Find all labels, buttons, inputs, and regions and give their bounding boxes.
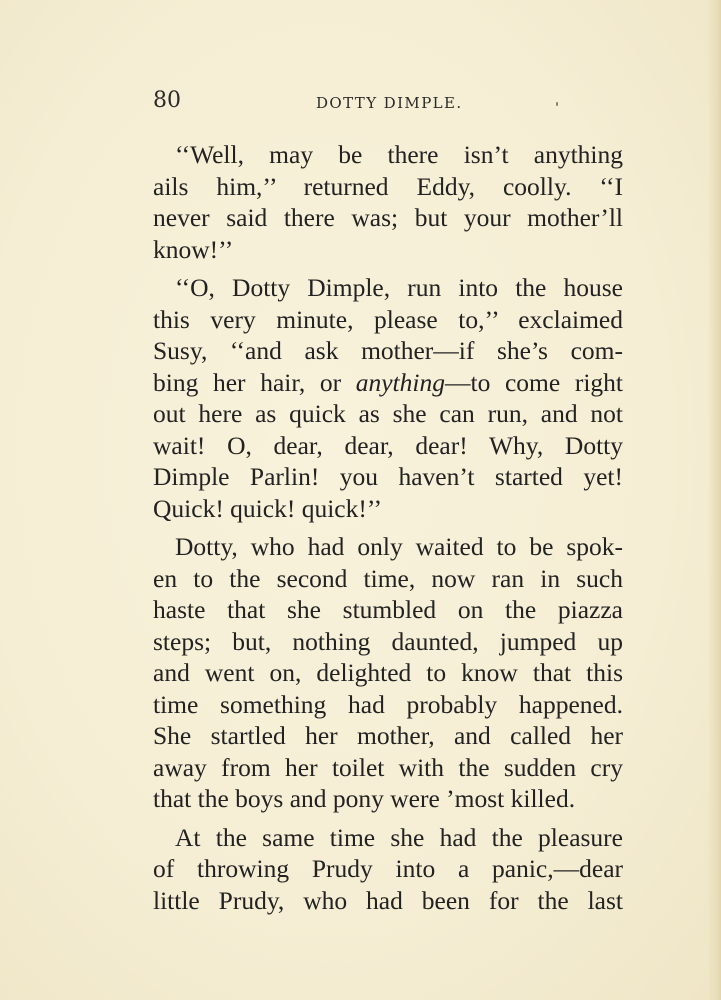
text-line: ‘‘Well, may be there isn’t anything xyxy=(175,140,623,169)
body-text xyxy=(153,139,623,916)
text-line: time something had probably happened. xyxy=(153,689,623,719)
text-run: —to come right xyxy=(444,367,623,397)
text-line: know!’’ xyxy=(153,234,234,264)
text-line: wait! O, dear, dear, dear! Why, Dotty xyxy=(153,430,623,460)
running-head: DOTTY DIMPLE. xyxy=(316,94,463,112)
text-line: Susy, ‘‘and ask mother—if she’s com- xyxy=(153,336,623,365)
italic-word: anything xyxy=(355,367,445,397)
text-line: little Prudy, who had been for the last xyxy=(153,885,623,915)
paper-speck xyxy=(556,102,558,106)
page-edge-shadow xyxy=(707,0,721,1000)
text-line: At the same time she had the pleasure xyxy=(175,822,623,852)
text-line: ails him,’’ returned Eddy, coolly. ‘‘I xyxy=(153,171,623,201)
text-line: this very minute, please to,’’ exclaimed xyxy=(153,304,623,334)
text-line: She startled her mother, and called her xyxy=(153,721,623,750)
text-run: bing her hair, or xyxy=(153,367,356,397)
page-header xyxy=(153,88,623,118)
text-line: en to the second time, now ran in such xyxy=(153,563,623,593)
text-line: never said there was; but your mother’ll xyxy=(153,203,623,232)
text-line: ‘‘O, Dotty Dimple, run into the house xyxy=(175,273,623,302)
text-line: and went on, delighted to know that this xyxy=(153,658,623,687)
text-line-with-italic xyxy=(153,367,623,399)
text-line: of throwing Prudy into a panic,—dear xyxy=(153,854,623,883)
text-line: out here as quick as she can run, and not xyxy=(153,399,623,428)
text-line: Dotty, who had only waited to be spok- xyxy=(175,532,623,561)
text-line: haste that she stumbled on the piazza xyxy=(153,595,623,624)
text-line: that the boys and pony were ’most killed. xyxy=(153,784,576,813)
text-line: steps; but, nothing daunted, jumped up xyxy=(153,626,623,656)
page-number: 80 xyxy=(153,88,181,113)
text-line: Dimple Parlin! you haven’t started yet! xyxy=(153,462,623,491)
text-line: away from her toilet with the sudden cry xyxy=(153,752,623,782)
text-line: Quick! quick! quick!’’ xyxy=(153,493,382,523)
